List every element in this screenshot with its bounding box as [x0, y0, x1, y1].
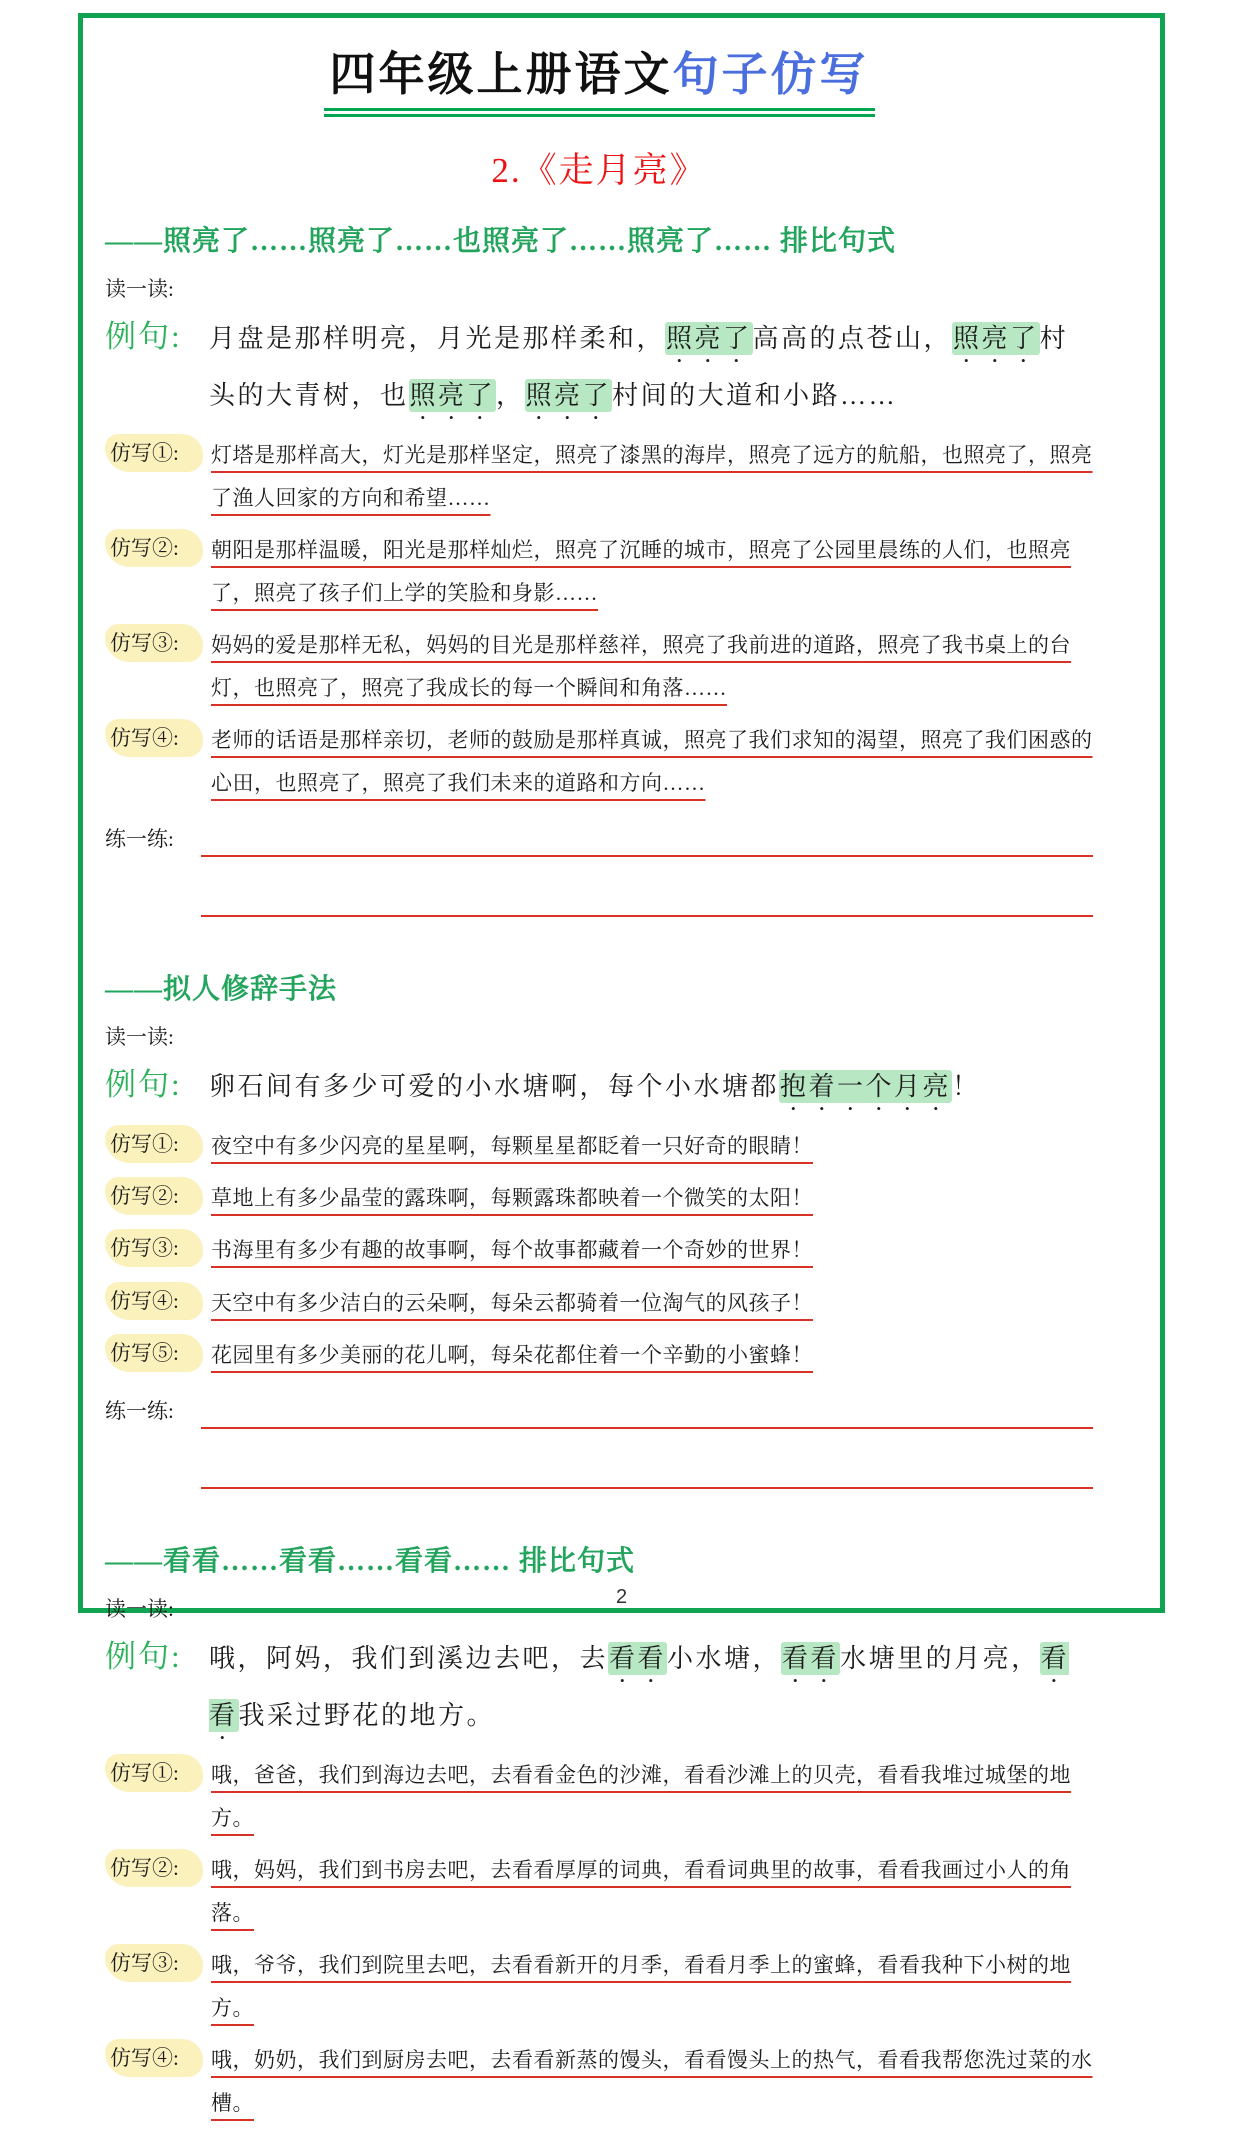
imitation-text: 老师的话语是那样亲切，老师的鼓励是那样真诚，照亮了我们求知的渴望，照亮了我们困惑的心田，也照亮了，照亮了我们未来的道路和方向……	[211, 728, 1093, 796]
example-segment: 小水塘，	[667, 1643, 782, 1673]
practice-blank-line	[201, 881, 1093, 917]
imitation-text: 天空中有多少洁白的云朵啊，每朵云都骑着一位淘气的风孩子！	[211, 1290, 813, 1315]
imitation-text: 草地上有多少晶莹的露珠啊，每颗露珠都映着一个微笑的太阳！	[211, 1186, 813, 1211]
practice-lines	[201, 1393, 1093, 1513]
example-segment: 月盘是那样明亮，月光是那样柔和，	[209, 324, 666, 353]
example-highlight: 看看	[609, 1643, 667, 1673]
section-1-heading: ——照亮了……照亮了……也照亮了……照亮了…… 排比句式	[105, 226, 897, 257]
example-segment: ！	[952, 1072, 981, 1102]
example-segment: 我采过野花的地方。	[238, 1700, 496, 1730]
practice-blank-line	[201, 821, 1093, 857]
imitation-row	[105, 1177, 1093, 1220]
example-segment: ，	[496, 381, 525, 410]
imitation-row	[105, 529, 1093, 615]
read-label: 读一读:	[105, 1025, 174, 1050]
example-segment: 哦，阿妈，我们到溪边去吧，去	[209, 1643, 609, 1673]
example-highlight: 照亮了	[953, 324, 1039, 353]
example-row	[105, 311, 1093, 425]
imitation-row	[105, 1282, 1093, 1325]
lesson-subtitle: 2.《走月亮》	[491, 151, 707, 190]
read-label: 读一读:	[105, 277, 174, 301]
imitation-label: 仿写⑤:	[105, 1334, 203, 1372]
imitation-text: 朝阳是那样温暖，阳光是那样灿烂，照亮了沉睡的城市，照亮了公园里晨练的人们，也照亮了，照亮了孩子们上学的笑脸和身影……	[211, 538, 1071, 606]
imitation-row	[105, 1334, 1093, 1377]
practice-label: 练一练:	[105, 827, 174, 852]
practice-label: 练一练:	[105, 1398, 174, 1423]
title-underline	[324, 38, 875, 117]
imitation-label: 仿写③:	[105, 624, 203, 662]
read-label: 读一读:	[105, 1596, 174, 1621]
example-segment: 村间的大道和小路……	[612, 381, 898, 410]
imitation-label: 仿写③:	[105, 1944, 203, 1982]
imitation-label: 仿写④:	[105, 719, 203, 757]
imitation-label: 仿写②:	[105, 1849, 203, 1887]
example-highlight: 抱着一个月亮	[780, 1072, 952, 1102]
example-highlight: 照亮了	[525, 381, 612, 410]
imitation-row	[105, 624, 1093, 710]
imitation-row	[105, 2039, 1093, 2125]
example-sentence	[209, 1631, 1093, 1745]
title-text-black: 四年级上册语文	[329, 49, 673, 100]
imitation-row	[105, 1229, 1093, 1272]
example-segment: 水塘里的月亮，	[840, 1643, 1040, 1673]
imitation-label: 仿写③:	[105, 1229, 203, 1267]
imitation-row	[105, 1944, 1093, 2030]
example-label: 例句:	[105, 1067, 182, 1103]
example-segment: 高高的点苍山，	[752, 324, 953, 353]
practice-lines	[201, 821, 1093, 941]
imitation-label: 仿写②:	[105, 529, 203, 567]
example-highlight: 照亮了	[409, 381, 496, 410]
section-3-heading: ——看看……看看……看看…… 排比句式	[105, 1545, 636, 1577]
imitation-text: 哦，奶奶，我们到厨房去吧，去看看新蒸的馒头，看看馒头上的热气，看看我帮您洗过菜的水槽。	[211, 2047, 1093, 2115]
page-number: 2	[615, 1586, 628, 1608]
imitation-label: 仿写②:	[105, 1177, 203, 1215]
example-sentence	[209, 1059, 1093, 1116]
imitation-label: 仿写①:	[105, 1125, 203, 1163]
example-label: 例句:	[105, 1638, 182, 1674]
imitation-text: 书海里有多少有趣的故事啊，每个故事都藏着一个奇妙的世界！	[211, 1238, 813, 1263]
imitation-text: 夜空中有多少闪亮的星星啊，每颗星星都眨着一只好奇的眼睛！	[211, 1134, 813, 1159]
practice-row	[105, 1393, 1093, 1513]
practice-blank-line	[201, 1393, 1093, 1429]
imitation-label: 仿写④:	[105, 1282, 203, 1320]
title-text-blue: 句子仿写	[672, 49, 869, 100]
imitation-text: 哦，妈妈，我们到书房去吧，去看看厚厚的词典，看看词典里的故事，看看我画过小人的角落。	[211, 1857, 1071, 1925]
imitation-row	[105, 1849, 1093, 1935]
example-highlight: 照亮了	[666, 324, 752, 353]
practice-blank-line	[201, 1453, 1093, 1489]
example-sentence	[209, 311, 1093, 425]
imitation-row	[105, 719, 1093, 805]
imitation-row	[105, 434, 1093, 520]
imitation-text: 妈妈的爱是那样无私，妈妈的目光是那样慈祥，照亮了我前进的道路，照亮了我书桌上的台灯，也照亮了，照亮了我成长的每一个瞬间和角落……	[211, 633, 1071, 701]
example-segment: 卵石间有多少可爱的小水塘啊，每个小水塘都	[209, 1072, 780, 1102]
example-highlight: 看看	[209, 1643, 1070, 1730]
practice-row	[105, 821, 1093, 941]
example-label: 例句:	[105, 319, 182, 354]
imitation-label: 仿写①:	[105, 1754, 203, 1792]
imitation-label: 仿写④:	[105, 2039, 203, 2077]
example-highlight: 看看	[782, 1643, 840, 1673]
page-title	[105, 38, 1093, 117]
imitation-label: 仿写①:	[105, 434, 203, 472]
example-row	[105, 1631, 1093, 1745]
example-segment: 村头的大青树，也	[209, 324, 1069, 410]
imitation-row	[105, 1125, 1093, 1168]
imitation-text: 灯塔是那样高大，灯光是那样坚定，照亮了漆黑的海岸，照亮了远方的航船，也照亮了，照亮了渔人回家的方向和希望……	[211, 443, 1093, 511]
worksheet-content	[105, 32, 1093, 2134]
imitation-text: 哦，爷爷，我们到院里去吧，去看看新开的月季，看看月季上的蜜蜂，看看我种下小树的地方。	[211, 1952, 1071, 2020]
imitation-row	[105, 1754, 1093, 1840]
imitation-text: 哦，爸爸，我们到海边去吧，去看看金色的沙滩，看看沙滩上的贝壳，看看我堆过城堡的地方。	[211, 1762, 1071, 1830]
section-2-heading: ——拟人修辞手法	[105, 974, 338, 1006]
example-row	[105, 1059, 1093, 1116]
imitation-text: 花园里有多少美丽的花儿啊，每朵花都住着一个辛勤的小蜜蜂！	[211, 1342, 813, 1367]
